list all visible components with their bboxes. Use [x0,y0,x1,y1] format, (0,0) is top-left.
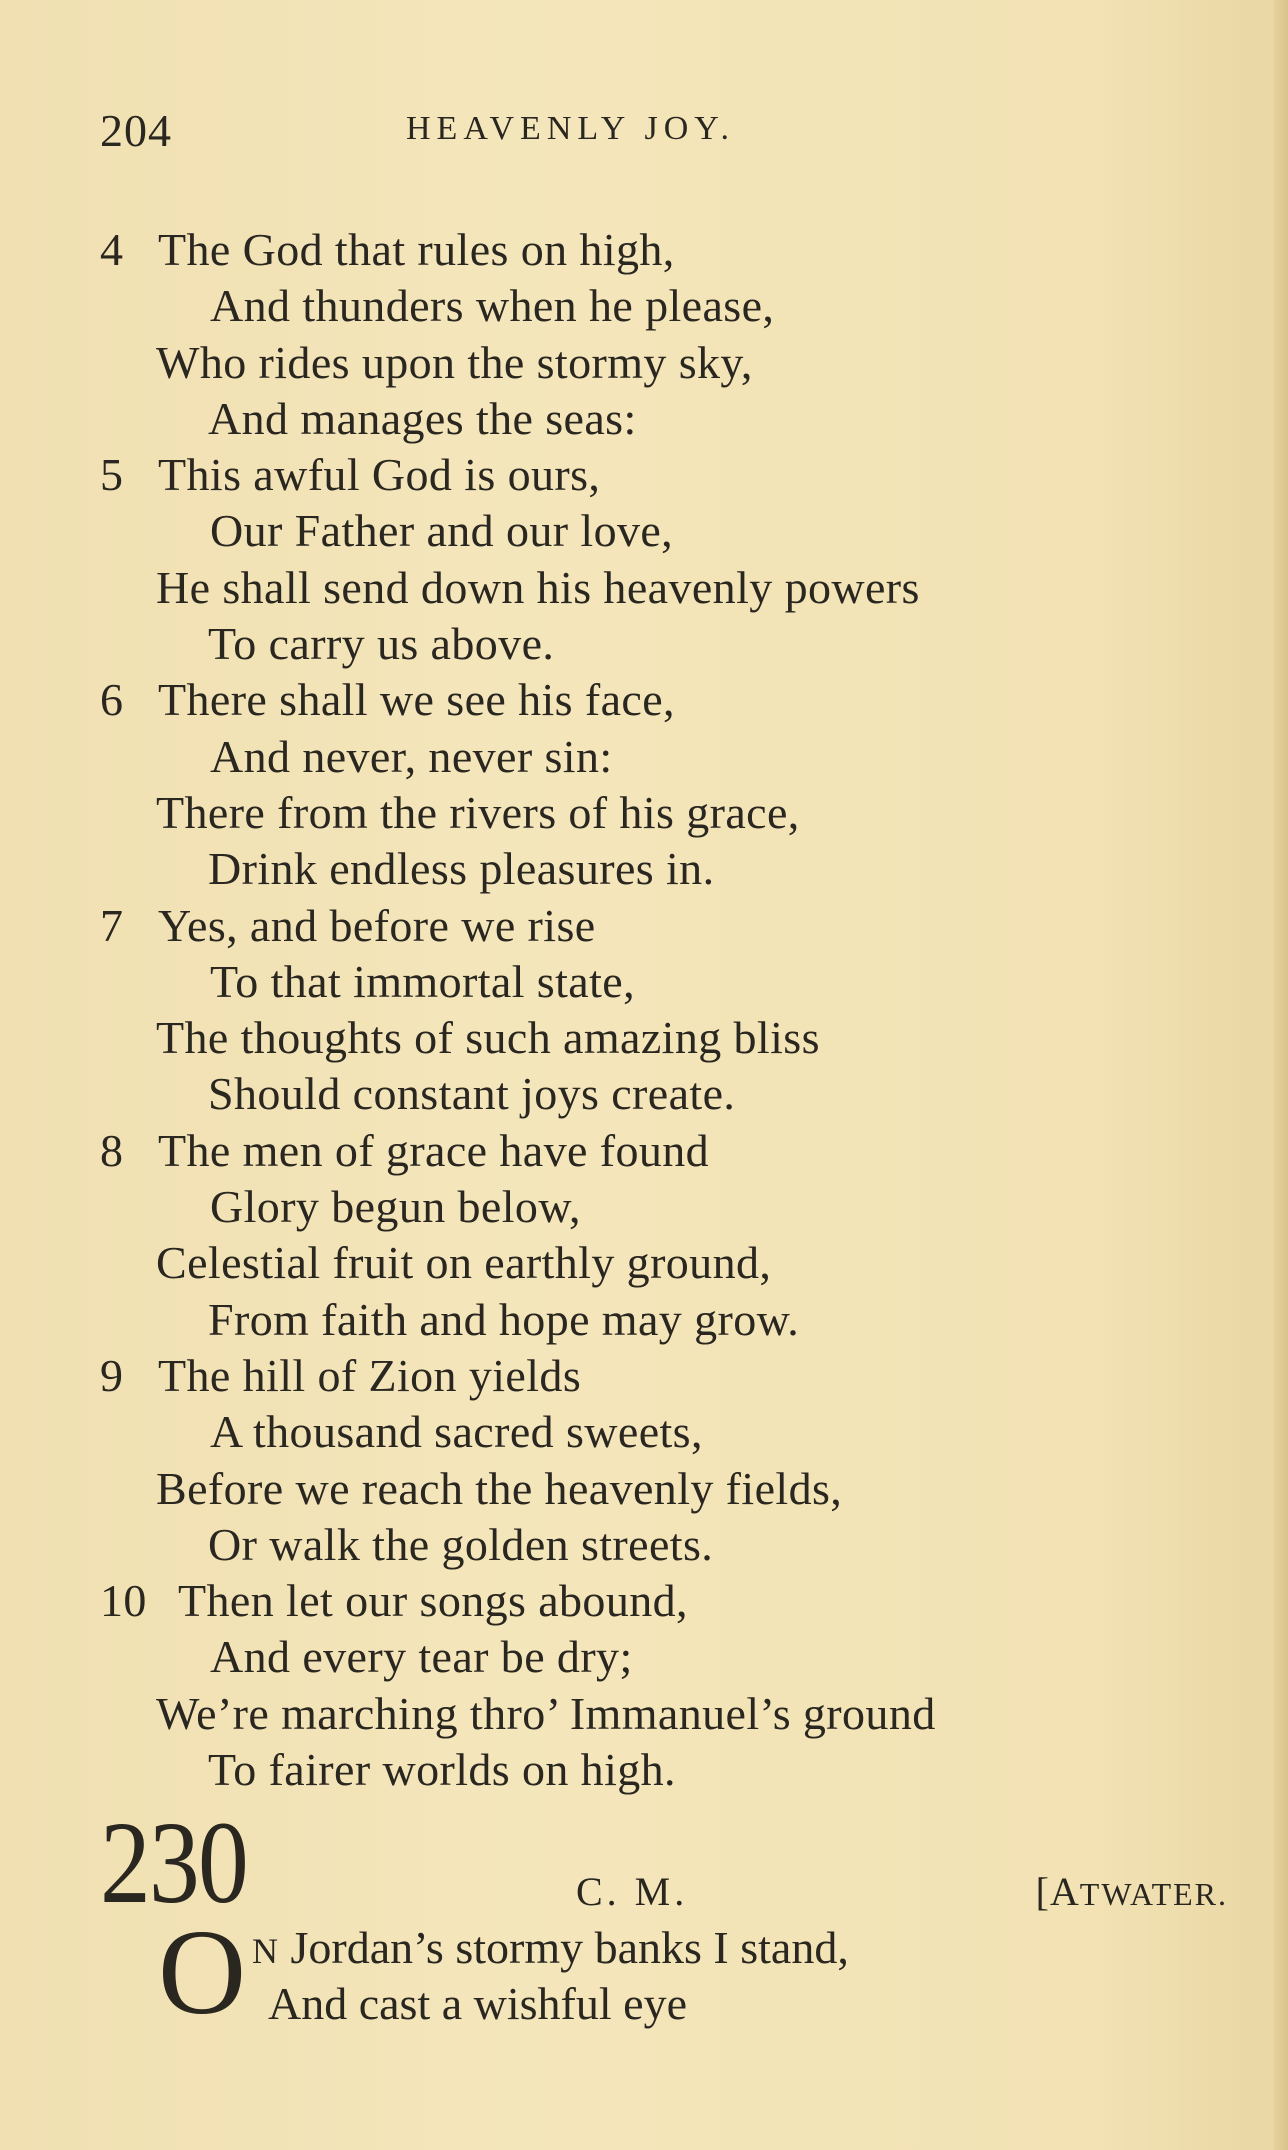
verse-line-text: To carry us above. [208,618,555,670]
verse-line [100,1066,1230,1122]
drop-cap: O [158,1905,247,2040]
first-line-text: Jordan’s stormy banks I stand, [279,1922,849,1973]
hymn-meter: C. M. [576,1869,689,1914]
verse-number: 10 [100,1575,147,1627]
verse-line-text: He shall send down his heavenly powers [156,561,920,613]
verse-line-text: And never, never sin: [210,730,613,782]
verse-line [100,898,1230,954]
verse-line [100,1920,1230,1976]
verse-line-text: There shall we see his face, [158,674,675,726]
verse-line [100,1404,1230,1460]
verse-line [100,1686,1230,1742]
hymn-heading [100,1797,1230,1932]
verse-line [100,1348,1230,1404]
verse-line-text: Before we reach the heavenly fields, [156,1462,843,1514]
verse-number: 8 [100,1124,124,1176]
verse-line-text: The men of grace have found [158,1124,710,1176]
running-header [100,104,1220,164]
verse-number: 4 [100,224,124,275]
verse-line [100,335,1230,391]
verse-line [100,1573,1230,1629]
verse-line-text: Yes, and before we rise [158,899,596,951]
verse-line-text: To fairer worlds on high. [208,1744,676,1796]
tune-name [1036,1868,1228,1915]
verse-line-text: From faith and hope may grow. [208,1293,800,1345]
verse-line [100,1517,1230,1573]
verse-line [100,447,1230,503]
verse-number: 7 [100,899,124,951]
tune-rest: TWATER. [1079,1876,1228,1912]
verse-line-text: And thunders when he please, [210,280,775,332]
verse-number: 9 [100,1349,124,1401]
page-edge [1274,0,1288,2150]
hymn-number: 230 [100,1797,248,1928]
verse-line-text: And manages the seas: [208,392,637,444]
first-word-caps: N [252,1931,279,1971]
tune-initial: A [1049,1869,1080,1914]
verse-line [100,616,1230,672]
verse-line [100,1179,1230,1235]
page-number: 204 [100,105,172,156]
verse-line [100,1010,1230,1066]
hymn-verses [100,222,1230,1798]
verse-line-text: Who rides upon the stormy sky, [156,336,753,388]
verse-line [100,503,1230,559]
verse-line-text: There from the rivers of his grace, [156,786,800,838]
verse-line [100,785,1230,841]
verse-line-text: Celestial fruit on earthly ground, [156,1237,772,1289]
verse-line [100,1629,1230,1685]
verse-line-text: Or walk the golden streets. [208,1518,714,1570]
running-title: HEAVENLY JOY. [406,110,735,147]
verse-line [100,1292,1230,1348]
second-line-text: And cast a wishful eye [268,1978,687,2030]
verse-line-text: To that immortal state, [210,955,635,1007]
verse-line [100,672,1230,728]
verse-line [100,560,1230,616]
verse-line [100,1235,1230,1291]
verse-line [100,729,1230,785]
verse-line [100,954,1230,1010]
verse-number: 5 [100,449,124,501]
verse-line [100,1976,1230,2032]
verse-line-text: And every tear be dry; [210,1631,633,1683]
verse-line [100,1123,1230,1179]
verse-line-text: Drink endless pleasures in. [208,843,715,895]
verse-line-text: The hill of Zion yields [158,1349,582,1401]
verse-line [100,841,1230,897]
verse-line-text: The thoughts of such amazing bliss [156,1012,820,1064]
verse-line-text: Glory begun below, [210,1181,581,1233]
verse-line-text: Our Father and our love, [210,505,674,557]
verse-line-text: We’re marching thro’ Immanuel’s ground [156,1687,936,1739]
verse-line-text: This awful God is ours, [158,449,601,501]
verse-line [100,1742,1230,1798]
verse-line [100,391,1230,447]
verse-number: 6 [100,674,124,726]
verse-line [100,278,1230,334]
verse-line-text: Then let our songs abound, [178,1575,688,1627]
hymn-first-verse [100,1905,1230,2040]
verse-line-text: Should constant joys create. [208,1068,736,1120]
tune-bracket: [ [1035,1869,1050,1914]
verse-line [100,1461,1230,1517]
verse-line-text: A thousand sacred sweets, [210,1406,703,1458]
verse-line [100,222,1230,278]
verse-line-text: The God that rules on high, [158,224,675,275]
